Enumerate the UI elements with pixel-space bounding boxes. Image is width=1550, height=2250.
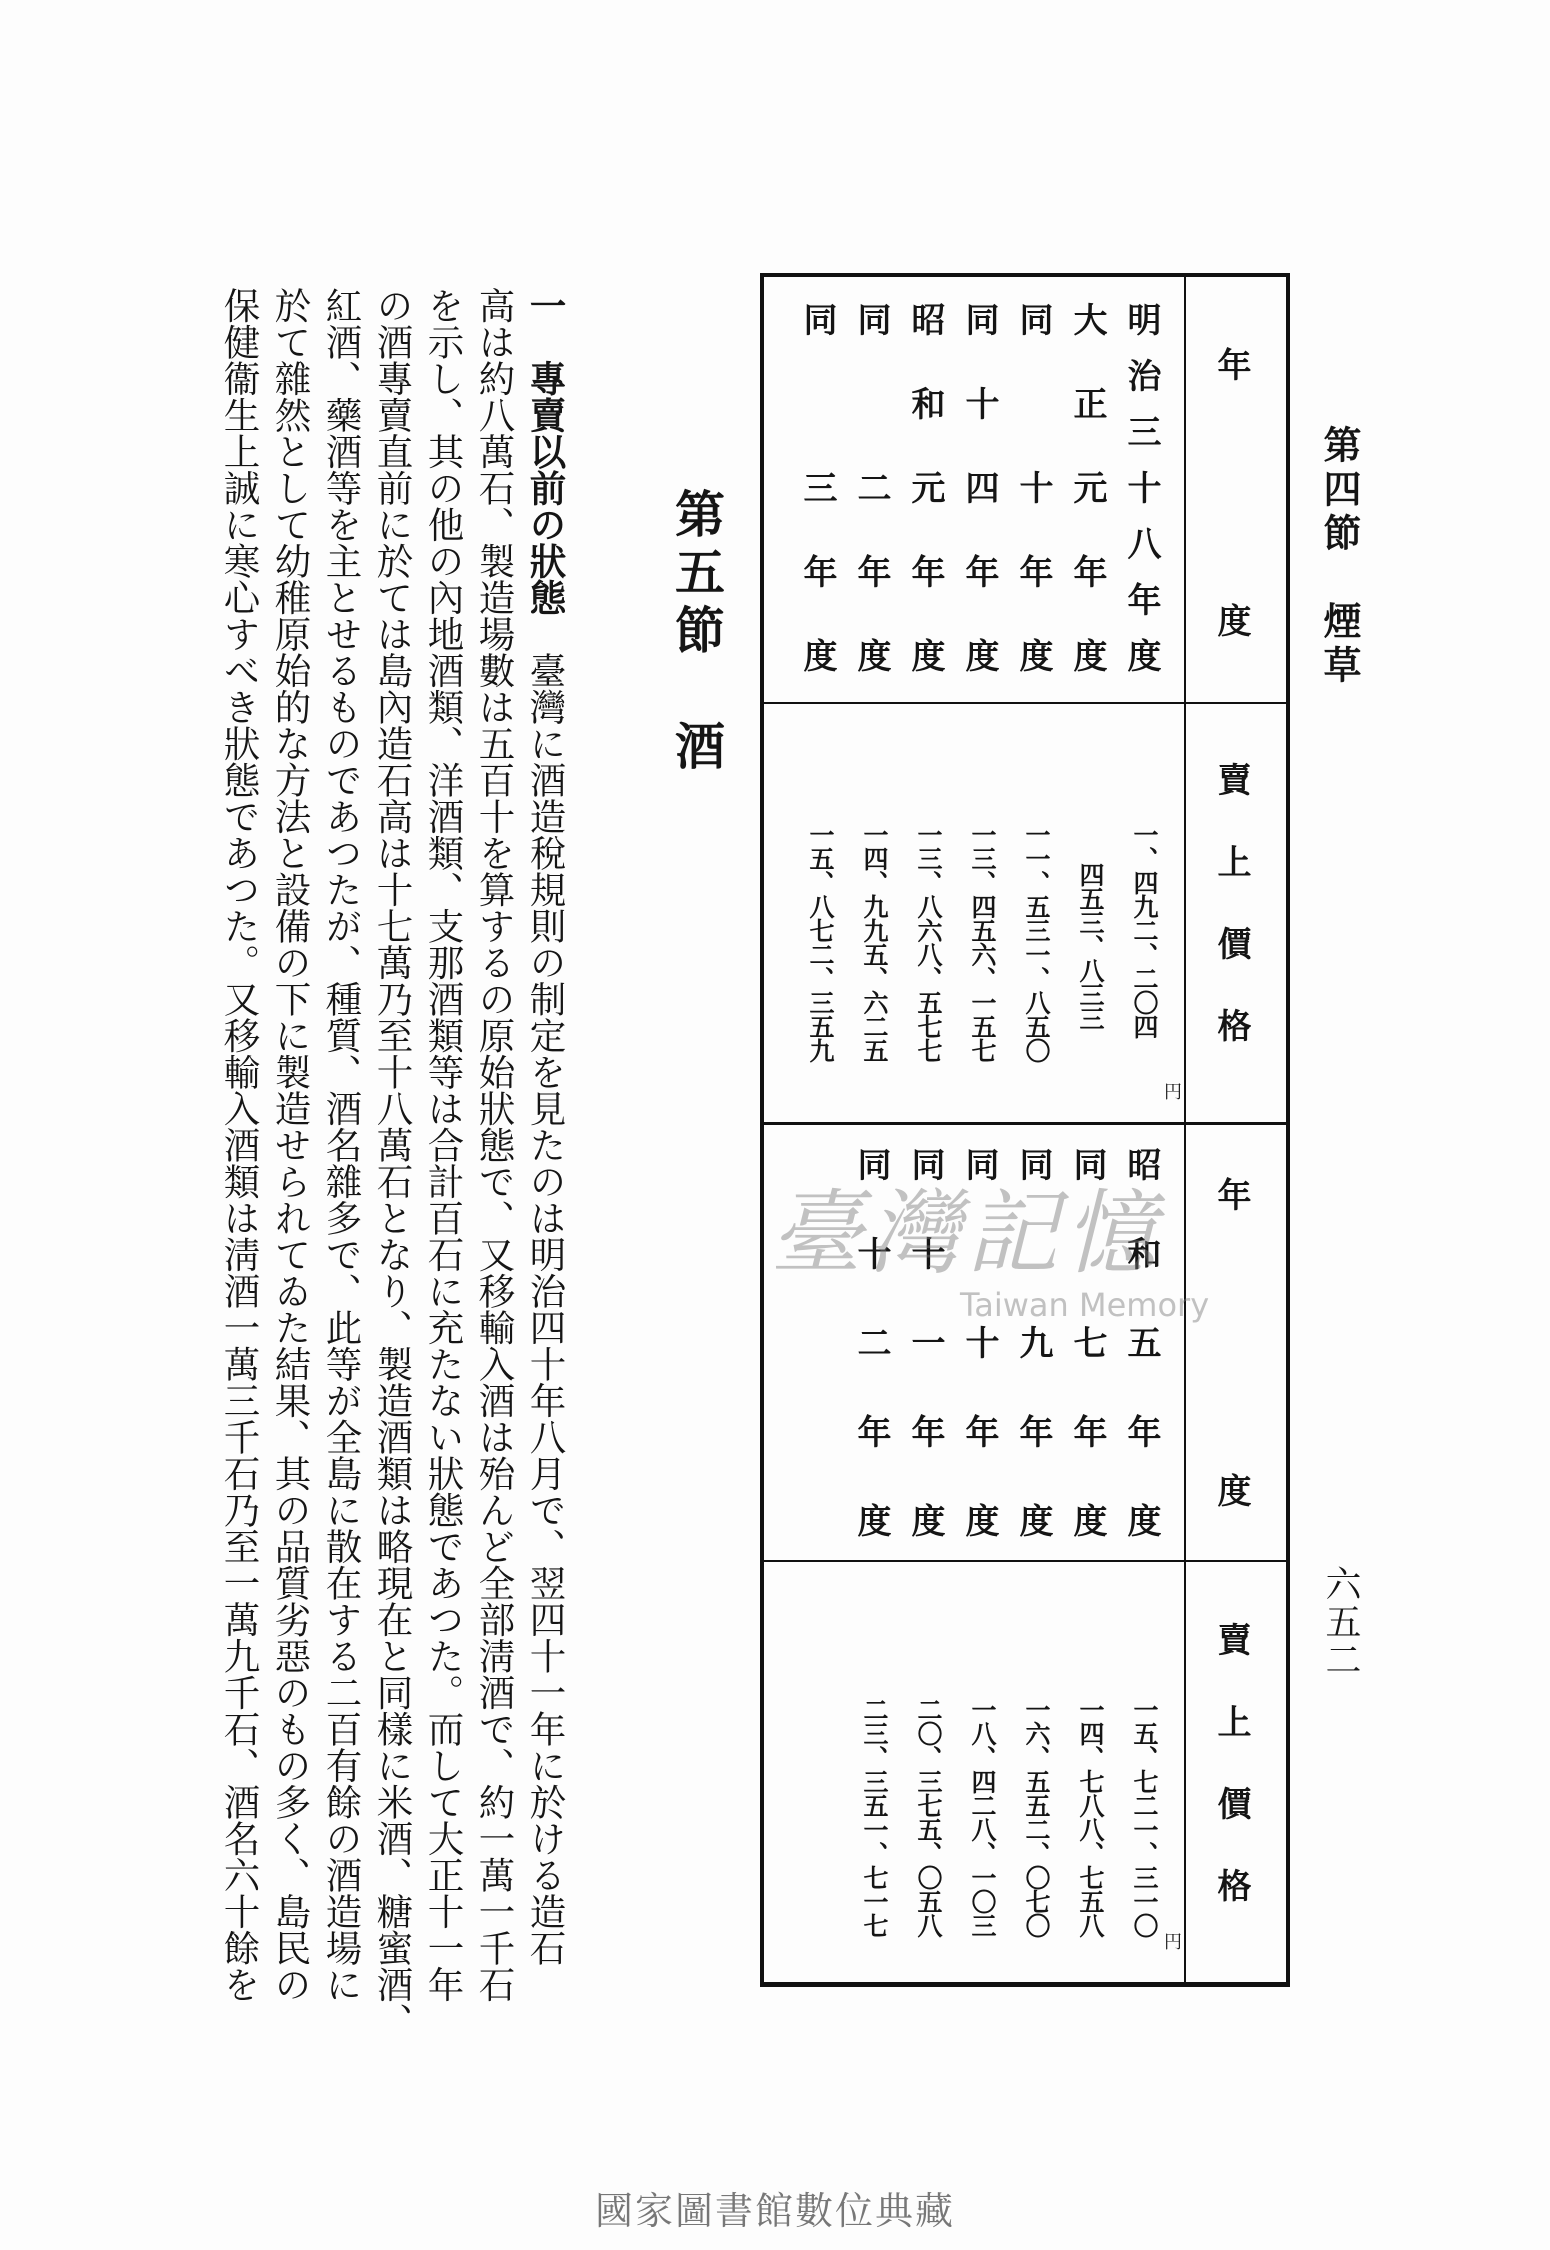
subsection-heading: 一 專賣以前の狀態 bbox=[524, 287, 567, 616]
body-text-column bbox=[520, 287, 570, 2012]
price-cell: 二三、三五一、七一七 bbox=[860, 1697, 889, 1937]
year-cell: 同 九年度 bbox=[1013, 1147, 1053, 1537]
divider bbox=[764, 702, 1286, 704]
year-cell: 同 七年度 bbox=[1067, 1147, 1107, 1537]
price-cell: 一八、四二八、一〇三 bbox=[968, 1697, 997, 1937]
body-text-column bbox=[316, 287, 366, 2012]
year-cell: 同 三年度 bbox=[797, 302, 837, 672]
price-cell: 一五、七二一、三一〇 bbox=[1130, 1697, 1159, 1937]
divider bbox=[764, 1560, 1286, 1562]
body-text: を示し、其の他の內地酒類、洋酒類、支那酒類等は合計百石に充たない狀態であつた。而して大正十一年 bbox=[422, 287, 465, 2003]
divider bbox=[764, 1122, 1286, 1125]
body-text-column bbox=[265, 287, 315, 2012]
price-cell: 一四、七八八、七五八 bbox=[1076, 1697, 1105, 1937]
body-text: 高は約八萬石、製造場數は五百十を算するの原始狀態で、又移輸入酒は殆んど全部淸酒で、約一萬一千石 bbox=[473, 287, 516, 2003]
body-text-column bbox=[469, 287, 519, 2012]
body-text: 於て雜然として幼稚原始的な方法と設備の下に製造せられてゐた結果、其の品質劣惡のもの多く、島民の bbox=[269, 287, 312, 2003]
body-text-column bbox=[418, 287, 468, 2012]
running-head: 第四節 煙草 bbox=[1317, 425, 1362, 689]
year-cell: 昭和元年度 bbox=[905, 302, 945, 672]
year-cell: 同十二年度 bbox=[851, 1147, 891, 1537]
footer-credit: 國家圖書館數位典藏 bbox=[594, 2189, 955, 2233]
price-cell: 一五、八七二、三五九 bbox=[806, 822, 835, 1062]
header-year: 年度 bbox=[1211, 347, 1251, 637]
year-cell: 大正元年度 bbox=[1067, 302, 1107, 672]
body-text-column bbox=[214, 287, 264, 2012]
year-cell: 昭和五年度 bbox=[1121, 1147, 1161, 1537]
year-cell: 同十四年度 bbox=[959, 302, 999, 672]
year-cell: 同 二年度 bbox=[851, 302, 891, 672]
sales-table bbox=[760, 273, 1290, 1987]
body-text: 保健衞生上誠に寒心すべき狀態であつた。又移輸入酒類は淸酒一萬三千石乃至一萬九千石、酒名六十餘を bbox=[218, 287, 261, 2003]
watermark-zh: 臺灣記憶 bbox=[770, 1180, 1163, 1287]
header-price: 賣上價格 bbox=[1211, 762, 1251, 1042]
year-cell: 明治三十八年度 bbox=[1121, 302, 1161, 672]
price-cell: 一、四九二、二〇四 bbox=[1130, 822, 1159, 1038]
price-cell: 一三、八六八、五七七 bbox=[914, 822, 943, 1062]
body-text: の酒專賣直前に於ては島內造石高は十七萬乃至十八萬石となり、製造酒類は略現在と同樣に米酒、糖蜜酒、 bbox=[371, 287, 414, 2039]
year-cell: 同 十年度 bbox=[1013, 302, 1053, 672]
page-number: 六五二 bbox=[1320, 1565, 1361, 1679]
unit-label: 円 bbox=[1161, 1082, 1182, 1100]
price-cell: 一一、五三一、八五〇 bbox=[1022, 822, 1051, 1062]
header-price: 賣上價格 bbox=[1211, 1622, 1251, 1902]
body-text: 紅酒、藥酒等を主とせるものであつたが、種質、酒名雜多で、此等が全島に散在する二百有餘の酒造場に bbox=[320, 287, 363, 2003]
price-cell: 一四、九九五、六二五 bbox=[860, 822, 889, 1062]
price-cell: 一六、五五二、〇七〇 bbox=[1022, 1697, 1051, 1937]
section-title: 第五節 酒 bbox=[667, 488, 726, 778]
price-cell: 二〇、三七五、〇五八 bbox=[914, 1697, 943, 1937]
body-text-column bbox=[367, 287, 417, 2039]
watermark-en: Taiwan Memory bbox=[960, 1286, 1210, 1324]
price-cell: 四五三、八三三 bbox=[1076, 862, 1105, 1030]
price-cell: 一三、四五六、一五七 bbox=[968, 822, 997, 1062]
unit-label: 円 bbox=[1161, 1932, 1182, 1950]
year-cell: 同 十年度 bbox=[959, 1147, 999, 1537]
body-text: 臺灣に酒造稅規則の制定を見たのは明治四十年八月で、翌四十一年に於ける造石 bbox=[524, 615, 567, 1966]
header-year: 年度 bbox=[1211, 1177, 1251, 1507]
year-cell: 同十一年度 bbox=[905, 1147, 945, 1537]
